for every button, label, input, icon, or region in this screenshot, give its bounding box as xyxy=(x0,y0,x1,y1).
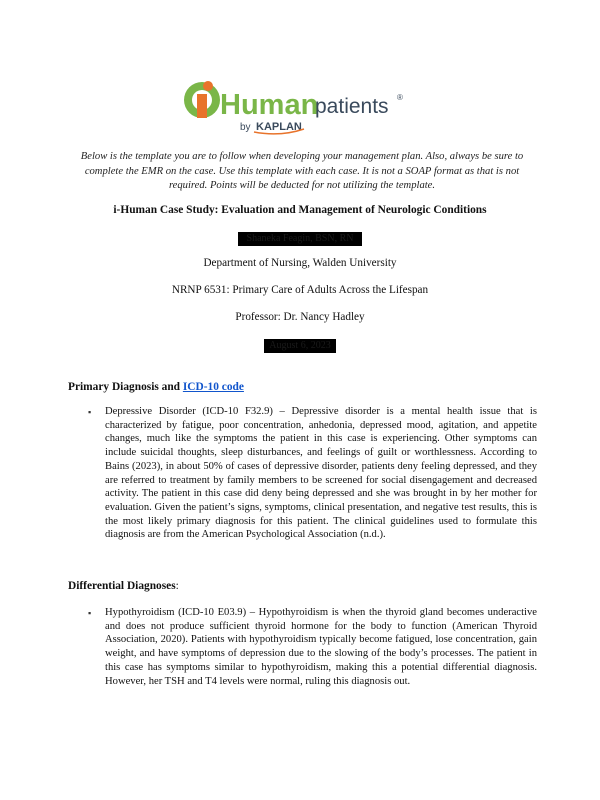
logo-trademark: ® xyxy=(397,93,403,102)
differential-diagnoses-heading xyxy=(68,580,179,592)
logo-graphic xyxy=(180,76,420,136)
logo-byline-company: KAPLAN xyxy=(256,121,302,133)
icd10-code-link[interactable]: ICD-10 code xyxy=(182,381,244,393)
redacted-author-name: Shaneka Feagin, BSN, RN xyxy=(238,232,362,246)
professor-line: Professor: Dr. Nancy Hadley xyxy=(235,311,365,323)
logo-i-stem xyxy=(197,94,207,118)
i-human-patients-logo xyxy=(0,76,600,136)
logo-i-dot xyxy=(203,81,213,91)
differential-bullet-marker: ▪ xyxy=(88,608,92,618)
primary-diagnosis-heading xyxy=(68,381,244,393)
case-study-title: i-Human Case Study: Evaluation and Management of Neurologic Conditions xyxy=(113,204,487,216)
primary-heading-text: Primary Diagnosis and xyxy=(68,381,183,393)
course-line: NRNP 6531: Primary Care of Adults Across the Lifespan xyxy=(171,284,429,296)
primary-diagnosis-paragraph: Depressive Disorder (ICD-10 F32.9) – Depressive disorder is a mental health issue that is characterized by fatigue, poor concentration, anhedonia, depressed mood, agitation, and appetite changes, much like the symptoms the patient in this case is experiencing. Other symptoms can include suicidal thoughts, sleep disturbances, and feelings of guilt or worthlessness. According to Bains (2023), in about 50% of cases of depressive disorder, patients deny feeling depressed, and they are referred to treatment by family members to be screened for social disengagement and decreased activity. The patient in this case did deny being depressed and she was brought in by her mother for evaluation. Given the patient’s signs, symptoms, clinical presentation, and negative test results, this is the most likely primary diagnosis for this patient. The clinical guidelines used to formulate this diagnosis are from the American Psychological Association (n.d.). xyxy=(105,406,537,541)
differential-heading-text: Differential Diagnoses xyxy=(68,580,176,592)
department-line: Department of Nursing, Walden University xyxy=(203,257,397,269)
redacted-date: August 6, 2023 xyxy=(264,339,336,353)
logo-brand-main: Human xyxy=(220,89,319,121)
logo-brand-suffix: patients xyxy=(315,95,389,118)
primary-bullet-marker: ▪ xyxy=(88,407,92,417)
template-instructions: Below is the template you are to follow when developing your management plan. Also, always be sure to complete the EMR on the case. Use this template with each case. It is not a SOAP format as that is not required. Points will be deducted for not utilizing the template. xyxy=(80,151,524,192)
differential-heading-colon: : xyxy=(175,580,179,592)
differential-diagnosis-paragraph: Hypothyroidism (ICD-10 E03.9) – Hypothyroidism is when the thyroid gland becomes underactive and does not produce sufficient thyroid hormone for the body to function (American Thyroid Association, 2020). Patients with hypothyroidism typically become fatigued, lose concentration, gain weight, and have symptoms of depression due to the slowing of the body’s processes. The patient in this case has symptoms similar to hypothyroidism, making this a potential differential diagnosis. However, her TSH and T4 levels were normal, ruling this diagnosis out. xyxy=(105,607,537,687)
logo-byline-prefix: by xyxy=(240,122,251,133)
